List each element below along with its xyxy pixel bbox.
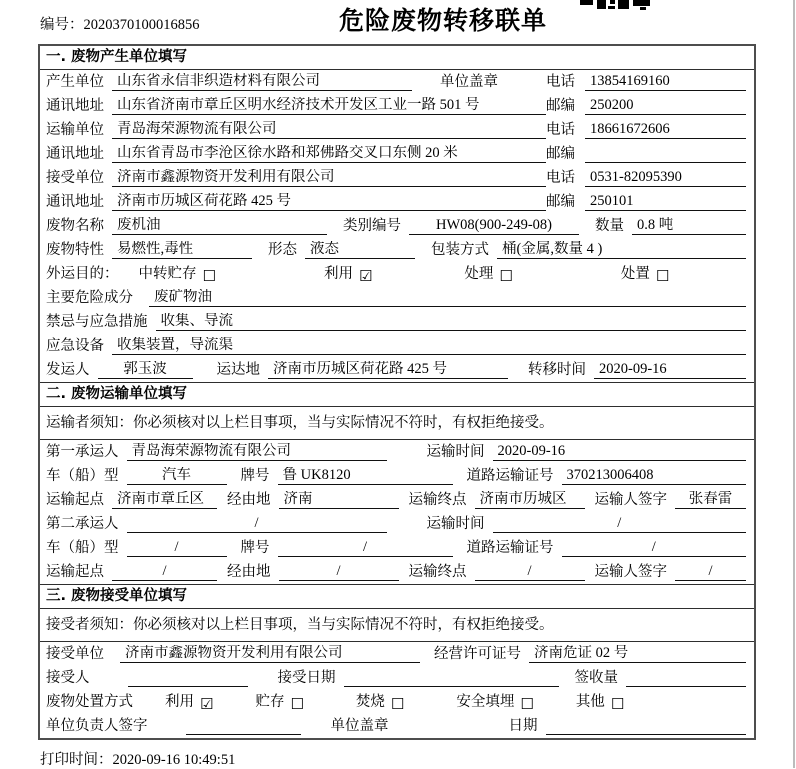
receiver-address-group — [46, 190, 546, 211]
carrier-unit-label: 运输单位 — [46, 122, 104, 138]
row-disposal-method — [40, 690, 754, 714]
row-producer-address — [40, 94, 754, 118]
producer-phone-value: 13854169160 — [585, 73, 746, 91]
sign-date-value — [546, 718, 747, 735]
sign-date-label: 日期 — [508, 718, 538, 734]
unit-seal-label: 单位盖章 — [330, 718, 389, 734]
second-carrier-sign-label: 运输人签字 — [594, 564, 667, 580]
accept-person-value — [128, 670, 248, 687]
page-title: 危险废物转移联单 — [338, 6, 547, 35]
disposal-use-label: 利用 — [165, 694, 194, 710]
first-transport-time-value: 2020-09-16 — [493, 443, 747, 461]
producer-unit-label: 产生单位 — [46, 74, 104, 90]
qr-code-fragment — [580, 0, 652, 11]
license-value: 济南危证 02 号 — [529, 645, 746, 663]
producer-address-group — [46, 94, 546, 115]
responsible-sign-value — [186, 718, 301, 735]
first-carrier-value: 青岛海荣源物流有限公司 — [127, 443, 387, 461]
purpose-option-use — [324, 262, 372, 283]
receiver-phone-group — [546, 166, 746, 187]
purpose-dispose-checkbox: ☐ — [655, 267, 670, 285]
carrier-unit-value: 青岛海荣源物流有限公司 — [112, 121, 546, 139]
second-route-via-value: / — [279, 563, 399, 581]
purpose-option-dispose — [621, 262, 669, 283]
disposal-method-label: 废物处置方式 — [46, 694, 133, 710]
print-time — [40, 748, 796, 769]
row-waste-name — [40, 214, 754, 238]
disposal-burn-checkbox: ☐ — [390, 695, 405, 713]
producer-address-label: 通讯地址 — [46, 98, 104, 114]
row-first-vehicle — [40, 464, 754, 488]
accept-date-label: 接受日期 — [277, 670, 336, 686]
producer-phone-group — [546, 70, 746, 91]
disposal-burn-label: 焚烧 — [355, 694, 385, 710]
destination-label: 运达地 — [216, 362, 260, 378]
purpose-dispose-label: 处置 — [620, 266, 650, 282]
waste-name-value: 废机油 — [112, 217, 327, 235]
row-first-route — [40, 488, 754, 512]
row-hazard-component — [40, 286, 754, 310]
waste-pack-value: 桶(金属,数量 4 ) — [497, 241, 746, 259]
document-number-value: 2020370100016856 — [83, 17, 200, 33]
row-second-carrier — [40, 512, 754, 536]
row-emergency-equipment — [40, 334, 754, 358]
disposal-option-burn — [356, 690, 404, 711]
carrier-unit-group — [46, 118, 546, 139]
hazard-component-value: 废矿物油 — [149, 289, 746, 307]
first-permit-value: 370213006408 — [562, 467, 747, 485]
print-time-label: 打印时间： — [40, 752, 113, 768]
document-number-label: 编号： — [40, 17, 84, 33]
accept-unit-label: 接受单位 — [46, 646, 104, 662]
row-first-carrier — [40, 440, 754, 464]
receiver-address-value: 济南市历城区荷花路 425 号 — [112, 193, 546, 211]
carrier-address-label: 通讯地址 — [46, 146, 104, 162]
second-carrier-value: / — [127, 515, 387, 533]
section2-notice: 运输者须知：你必须核对以上栏目事项，当与实际情况不符时，有权拒绝接受。 — [40, 407, 754, 440]
disposal-other-checkbox: ☐ — [610, 695, 625, 713]
purpose-transit-checkbox: ☐ — [202, 267, 216, 285]
purpose-option-transit — [139, 262, 216, 283]
receipt-qty-value — [626, 670, 746, 687]
first-route-start-value: 济南市章丘区 — [112, 491, 217, 509]
waste-form-value: 液态 — [305, 241, 415, 259]
receiver-zip-group — [546, 190, 746, 211]
carrier-address-group — [46, 142, 546, 163]
disposal-option-landfill — [456, 690, 533, 711]
emergency-equipment-value: 收集装置，导流渠 — [112, 337, 746, 355]
second-carrier-sign-value: / — [675, 563, 746, 581]
disposal-landfill-label: 安全填埋 — [456, 694, 515, 710]
taboo-measures-value: 收集、导流 — [156, 313, 747, 331]
row-carrier-address — [40, 142, 754, 166]
accept-unit-value: 济南市鑫源物资开发利用有限公司 — [120, 645, 420, 663]
row-dispatcher — [40, 358, 754, 382]
disposal-option-store — [255, 690, 303, 711]
waste-name-label: 废物名称 — [46, 218, 104, 234]
waste-qty-value: 0.8 吨 — [632, 217, 746, 235]
carrier-phone-group — [546, 118, 746, 139]
waste-form-label: 形态 — [268, 242, 297, 258]
carrier-zip-label: 邮编 — [546, 146, 575, 162]
carrier-phone-value: 18661672606 — [585, 121, 746, 139]
receipt-qty-label: 签收量 — [574, 670, 618, 686]
producer-zip-label: 邮编 — [546, 98, 575, 114]
first-plate-label: 牌号 — [240, 468, 270, 484]
waste-pack-label: 包装方式 — [431, 242, 489, 258]
first-route-end-value: 济南市历城区 — [475, 491, 585, 509]
transfer-time-value: 2020-09-16 — [594, 361, 746, 379]
section3-notice: 接受者须知：你必须核对以上栏目事项，当与实际情况不符时，有权拒绝接受。 — [40, 609, 754, 642]
transfer-purpose-label: 外运目的： — [46, 266, 119, 282]
second-route-start-label: 运输起点 — [46, 564, 104, 580]
disposal-option-use — [165, 690, 213, 711]
second-route-end-value: / — [475, 563, 585, 581]
disposal-option-other — [576, 690, 624, 711]
section2-heading: 二. 废物运输单位填写 — [40, 382, 754, 407]
first-route-via-label: 经由地 — [227, 492, 271, 508]
transfer-time-label: 转移时间 — [528, 362, 586, 378]
row-responsible-sign — [40, 714, 754, 738]
purpose-option-treat — [464, 262, 512, 283]
purpose-treat-checkbox: ☐ — [499, 267, 513, 285]
disposal-other-label: 其他 — [575, 694, 605, 710]
row-transfer-purpose — [40, 262, 754, 286]
waste-code-label: 类别编号 — [343, 218, 401, 234]
receiver-zip-label: 邮编 — [546, 194, 575, 210]
second-route-via-label: 经由地 — [227, 564, 271, 580]
first-carrier-label: 第一承运人 — [46, 444, 119, 460]
second-plate-label: 牌号 — [240, 540, 270, 556]
producer-seal-label: 单位盖章 — [440, 74, 498, 90]
second-permit-label: 道路运输证号 — [466, 540, 554, 556]
disposal-landfill-checkbox: ☐ — [520, 695, 534, 713]
first-plate-value: 鲁 UK8120 — [278, 467, 453, 485]
receiver-zip-value: 250101 — [585, 193, 746, 211]
second-carrier-label: 第二承运人 — [46, 516, 119, 532]
row-accept-unit — [40, 642, 754, 666]
producer-address-value: 山东省济南市章丘区明水经济技术开发区工业一路 501 号 — [112, 97, 546, 115]
second-vehicle-type-label: 车（船）型 — [46, 540, 119, 556]
producer-zip-value: 250200 — [585, 97, 746, 115]
responsible-sign-label: 单位负责人签字 — [46, 718, 148, 734]
first-transport-time-label: 运输时间 — [426, 444, 485, 460]
waste-traits-value: 易燃性,毒性 — [112, 241, 252, 259]
row-second-route — [40, 560, 754, 584]
producer-unit-group — [46, 70, 546, 91]
first-carrier-sign-value: 张春雷 — [675, 491, 746, 509]
purpose-transit-label: 中转贮存 — [138, 266, 197, 282]
first-route-via-value: 济南 — [279, 491, 399, 509]
disposal-store-label: 贮存 — [255, 694, 285, 710]
waste-traits-label: 废物特性 — [46, 242, 104, 258]
second-permit-value: / — [562, 539, 747, 557]
receiver-unit-value: 济南市鑫源物资开发利用有限公司 — [112, 169, 546, 187]
manifest-form-table — [38, 44, 756, 740]
first-vehicle-type-value: 汽车 — [127, 467, 227, 485]
license-label: 经营许可证号 — [434, 646, 521, 662]
dispatcher-label: 发运人 — [46, 362, 90, 378]
row-carrier-unit — [40, 118, 754, 142]
receiver-unit-label: 接受单位 — [46, 170, 104, 186]
row-second-vehicle — [40, 536, 754, 560]
first-route-end-label: 运输终点 — [408, 492, 467, 508]
second-route-end-label: 运输终点 — [408, 564, 467, 580]
section3-heading: 三. 废物接受单位填写 — [40, 584, 754, 609]
purpose-use-checkbox: ☑ — [358, 267, 373, 285]
carrier-address-value: 山东省青岛市李沧区徐水路和郑佛路交叉口东侧 20 米 — [112, 145, 546, 163]
carrier-phone-label: 电话 — [546, 122, 575, 138]
carrier-zip-group — [546, 142, 746, 163]
disposal-store-checkbox: ☐ — [290, 695, 304, 713]
receiver-phone-value: 0531-82095390 — [585, 169, 746, 187]
first-carrier-sign-label: 运输人签字 — [594, 492, 667, 508]
carrier-zip-value — [585, 146, 746, 163]
section1-heading: 一. 废物产生单位填写 — [40, 46, 754, 70]
purpose-treat-label: 处理 — [464, 266, 494, 282]
row-taboo-measures — [40, 310, 754, 334]
purpose-use-label: 利用 — [323, 266, 353, 282]
first-vehicle-type-label: 车（船）型 — [46, 468, 119, 484]
waste-code-value: HW08(900-249-08) — [409, 217, 579, 235]
row-producer-unit — [40, 70, 754, 94]
scan-edge-line — [793, 0, 795, 768]
receiver-address-label: 通讯地址 — [46, 194, 104, 210]
first-permit-label: 道路运输证号 — [466, 468, 554, 484]
receiver-unit-group — [46, 166, 546, 187]
second-transport-time-value: / — [493, 515, 747, 533]
row-waste-traits — [40, 238, 754, 262]
accept-person-label: 接受人 — [46, 670, 90, 686]
disposal-use-checkbox: ☑ — [200, 695, 214, 713]
print-time-value: 2020-09-16 10:49:51 — [112, 752, 236, 768]
hazard-component-label: 主要危险成分 — [46, 290, 133, 306]
receiver-phone-label: 电话 — [546, 170, 575, 186]
accept-date-value — [344, 670, 559, 687]
dispatcher-value: 郭玉波 — [98, 361, 193, 379]
row-receiver-unit — [40, 166, 754, 190]
row-accept-person — [40, 666, 754, 690]
taboo-measures-label: 禁忌与应急措施 — [46, 314, 148, 330]
second-vehicle-type-value: / — [127, 539, 227, 557]
first-route-start-label: 运输起点 — [46, 492, 104, 508]
document-header — [0, 0, 796, 44]
emergency-equipment-label: 应急设备 — [46, 338, 104, 354]
second-plate-value: / — [278, 539, 453, 557]
destination-value: 济南市历城区荷花路 425 号 — [268, 361, 508, 379]
second-transport-time-label: 运输时间 — [426, 516, 485, 532]
second-route-start-value: / — [112, 563, 217, 581]
producer-zip-group — [546, 94, 746, 115]
producer-phone-label: 电话 — [546, 74, 575, 90]
row-receiver-address — [40, 190, 754, 214]
waste-qty-label: 数量 — [595, 218, 624, 234]
producer-unit-value: 山东省永信非织造材料有限公司 — [112, 73, 412, 91]
